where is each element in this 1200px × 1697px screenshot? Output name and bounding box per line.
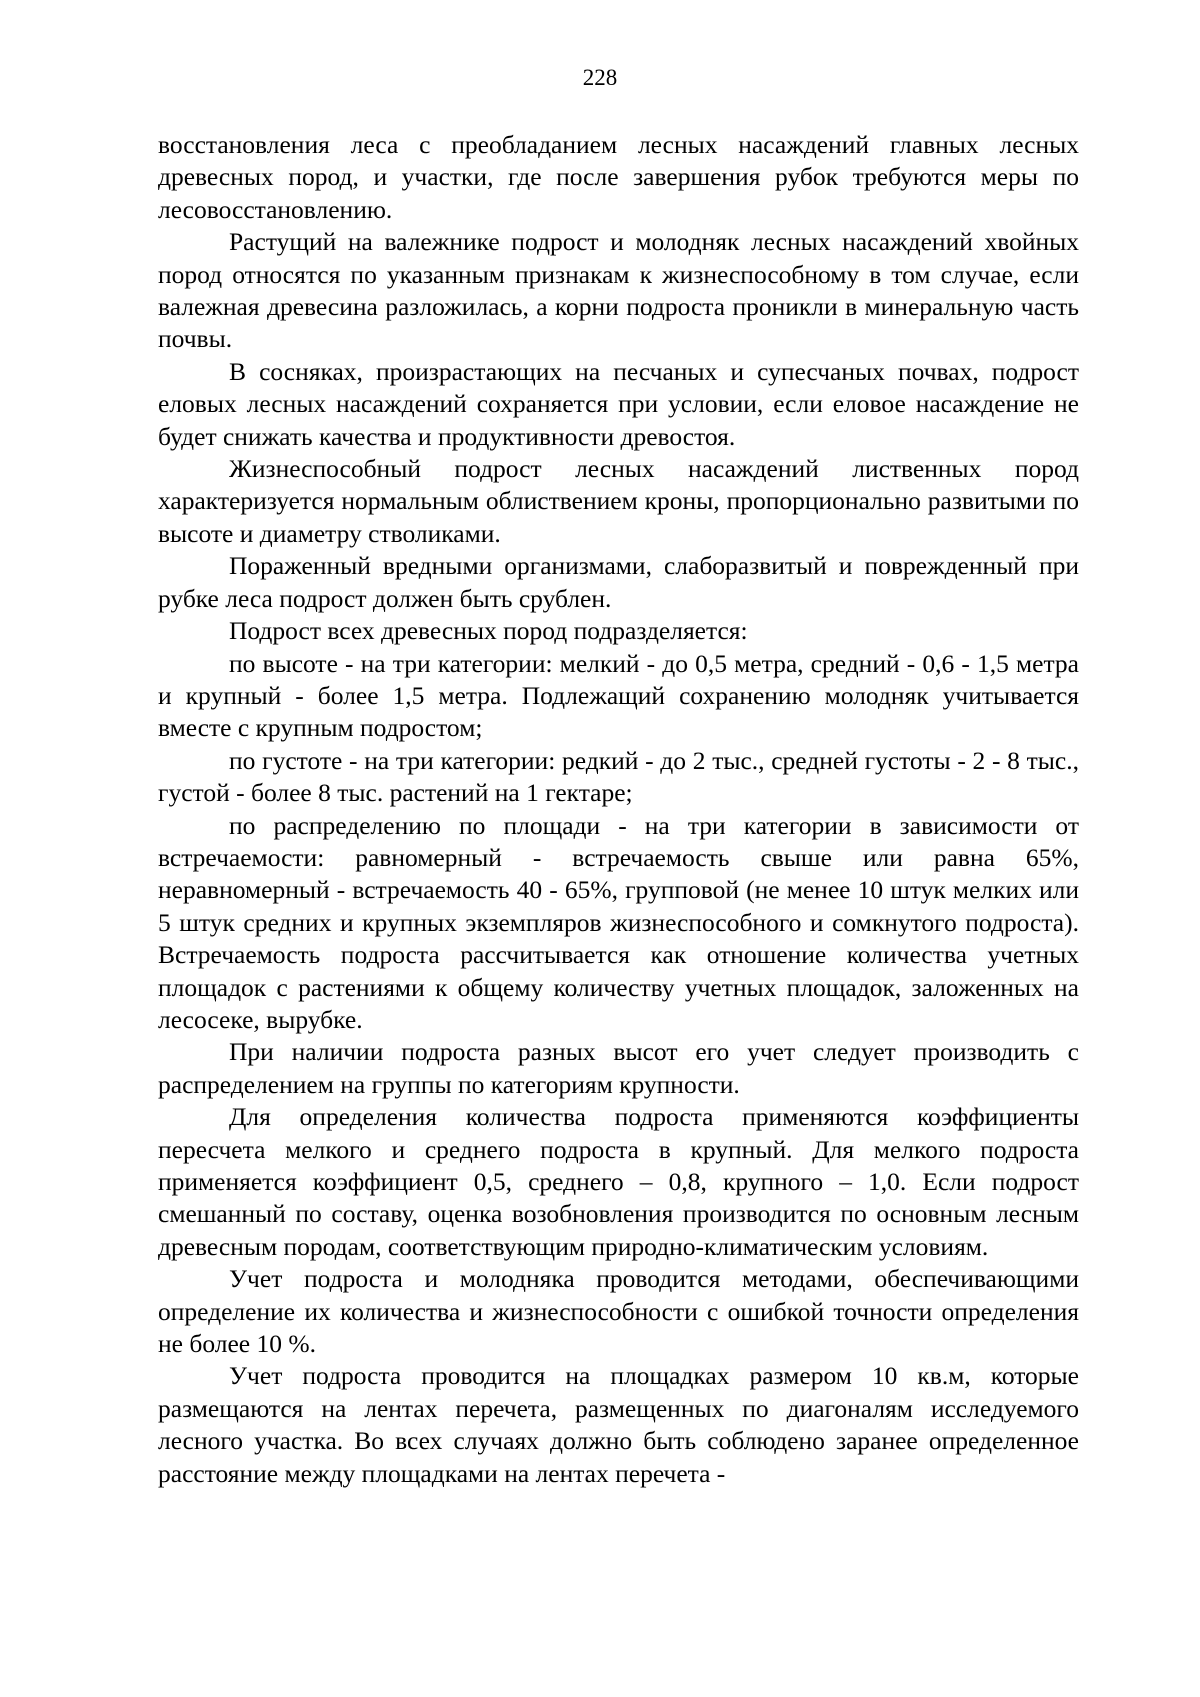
paragraph-conversion-coefficients: Для определения количества подроста применяются коэффициенты пересчета мелкого и среднего подроста в крупный. Для мелкого подроста применяется коэффициент 0,5, среднего – 0,8, крупного – 1,0. Если подрост смешанный по составу, оценка возобновления производится по основным лесным древесным породам, соответствующим природно-климатическим условиям.	[158, 1102, 1079, 1261]
paragraph-continuation: восстановления леса с преобладанием лесных насаждений главных лесных древесных пород, и участки, где после завершения рубок требуются меры по лесовосстановлению.	[158, 130, 1079, 224]
paragraph-different-heights: При наличии подроста разных высот его учет следует производить с распределением на группы по категориям крупности.	[158, 1037, 1079, 1099]
paragraph-deciduous-undergrowth: Жизнеспособный подрост лесных насаждений лиственных пород характеризуется нормальным облиствением кроны, пропорционально развитыми по высоте и диаметру стволиками.	[158, 454, 1079, 548]
paragraph-fallen-wood-undergrowth: Растущий на валежнике подрост и молодняк лесных насаждений хвойных пород относятся по указанным признакам к жизнеспособному в том случае, если валежная древесина разложилась, а корни подроста проникли в минеральную часть почвы.	[158, 227, 1079, 354]
paragraph-pine-stands: В сосняках, произрастающих на песчаных и супесчаных почвах, подрост еловых лесных насаждений сохраняется при условии, если еловое насаждение не будет снижать качества и продуктивности древостоя.	[158, 356, 1079, 451]
list-item-by-distribution: по распределению по площади - на три категории в зависимости от встречаемости: равномерный - встречаемость свыше или равна 65%, неравномерный - встречаемость 40 - 65%, групповой (не менее 10 штук мелких или 5 штук средних и крупных экземпляров жизнеспособного и сомкнутого подроста). Встречаемость подроста рассчитывается как отношение количества учетных площадок с растениями к общему количеству учетных площадок, заложенных на лесосеке, вырубке.	[158, 810, 1079, 1034]
paragraph-damaged-undergrowth: Пораженный вредными организмами, слаборазвитый и поврежденный при рубке леса подрост должен быть срублен.	[158, 551, 1079, 613]
list-item-by-height: по высоте - на три категории: мелкий - до 0,5 метра, средний - 0,6 - 1,5 метра и крупный - более 1,5 метра. Подлежащий сохранению молодняк учитывается вместе с крупным подростом;	[158, 648, 1079, 743]
paragraph-undergrowth-classification: Подрост всех древесных пород подразделяется:	[229, 616, 748, 646]
paragraph-accounting-methods: Учет подроста и молодняка проводится методами, обеспечивающими определение их количества и жизнеспособности с ошибкой точности определения не более 10 %.	[158, 1264, 1079, 1359]
paragraph-sample-plots: Учет подроста проводится на площадках размером 10 кв.м, которые размещаются на лентах перечета, размещенных по диагоналям исследуемого лесного участка. Во всех случаях должно быть соблюдено заранее определенное расстояние между площадками на лентах перечета -	[158, 1361, 1079, 1488]
list-item-by-density: по густоте - на три категории: редкий - до 2 тыс., средней густоты - 2 - 8 тыс., густой - более 8 тыс. растений на 1 гектаре;	[158, 745, 1079, 808]
page-number: 228	[582, 65, 618, 90]
body-text	[158, 129, 1079, 1490]
